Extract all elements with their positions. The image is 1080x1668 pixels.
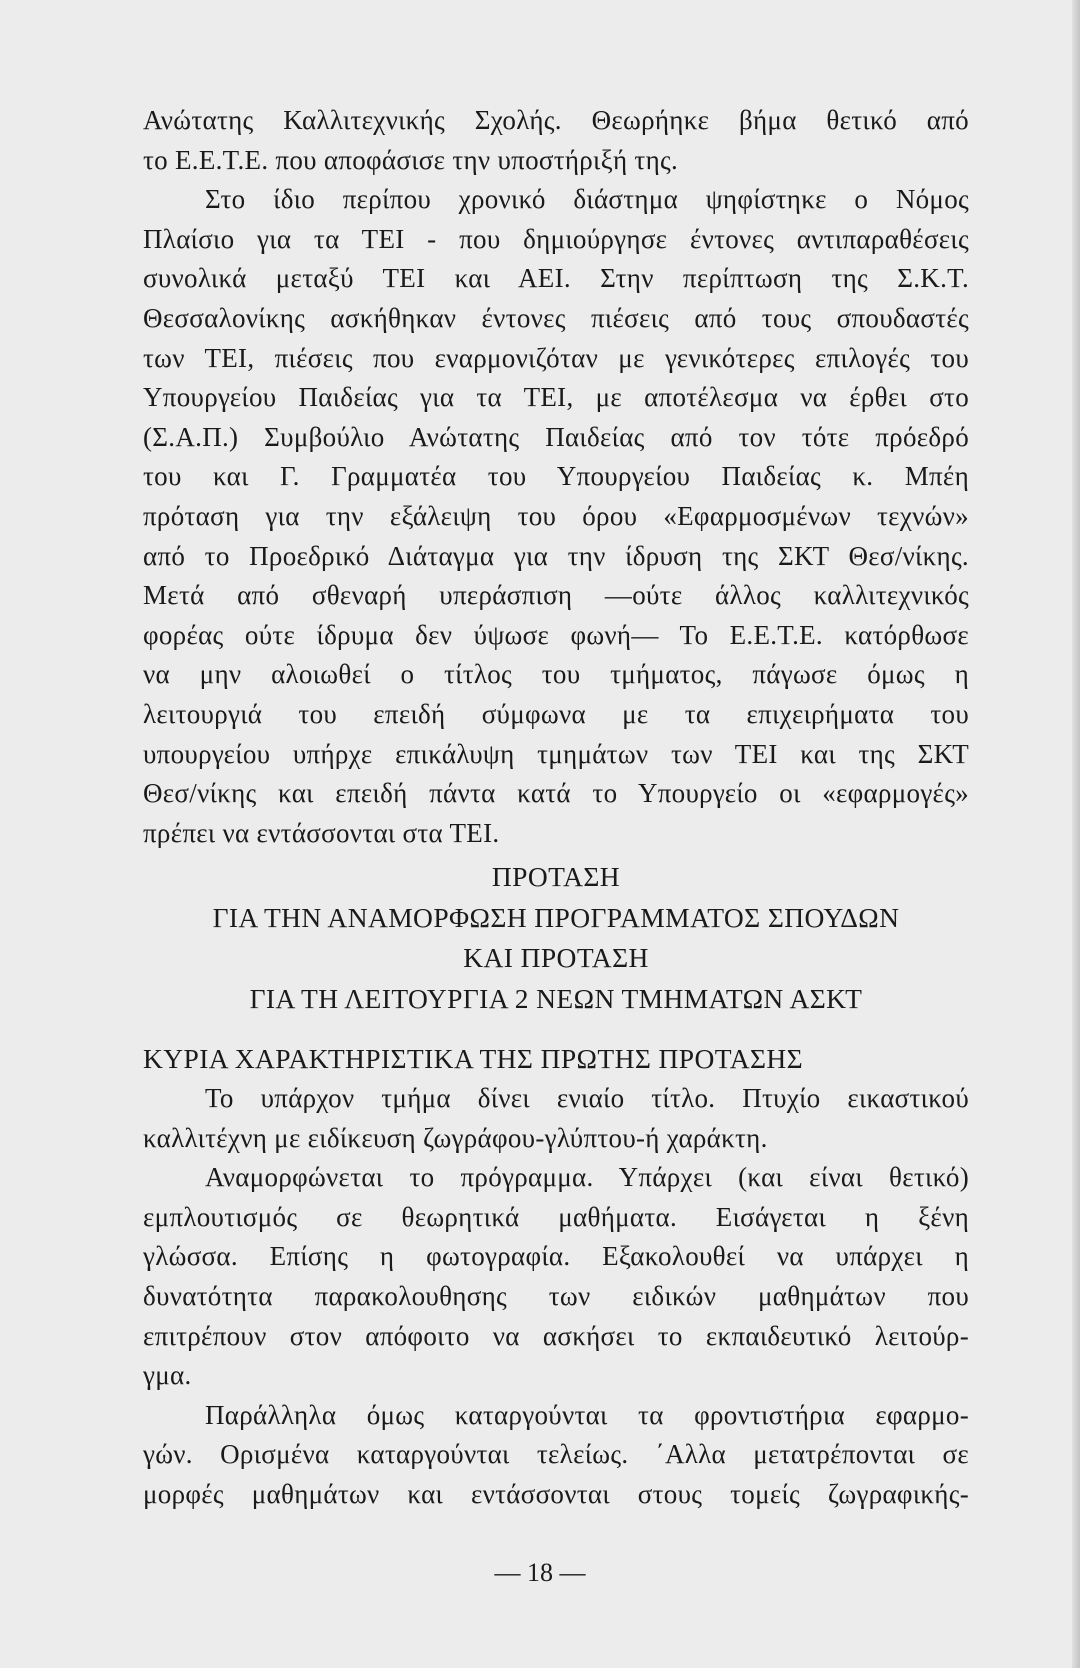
text-line: Παράλληλα όμως καταργούνται τα φροντιστήρια εφαρμο-	[205, 1399, 969, 1430]
text-line: Πλαίσιο για τα ΤΕΙ - που δημιούργησε έντονες αντιπαραθέσεις	[143, 223, 969, 254]
text-line: υπουργείου υπήρχε επικάλυψη τμημάτων των ΤΕΙ και της ΣΚΤ	[143, 738, 969, 769]
text-line: φορέας ούτε ίδρυμα δεν ύψωσε φωνή— Το Ε.Ε.Τ.Ε. κατόρθωσε	[143, 619, 969, 650]
bottom-paragraph-block	[143, 1079, 969, 1515]
subheading: ΚΥΡΙΑ ΧΑΡΑΚΤΗΡΙΣΤΙΚΑ ΤΗΣ ΠΡΩΤΗΣ ΠΡΟΤΑΣΗΣ	[143, 1043, 804, 1074]
text-line: να μην αλοιωθεί ο τίτλος του τμήματος, πάγωσε όμως η	[143, 659, 969, 690]
heading-line: ΓΙΑ ΤΗ ΛΕΙΤΟΥΡΓΙΑ 2 ΝΕΩΝ ΤΜΗΜΑΤΩΝ ΑΣΚΤ	[249, 982, 863, 1014]
text-line: πρόταση για την εξάλειψη του όρου «Εφαρμοσμένων τεχνών»	[143, 500, 969, 531]
text-line: μορφές μαθημάτων και εντάσσονται στους τομείς ζωγραφικής-	[143, 1478, 969, 1509]
heading-line: ΓΙΑ ΤΗΝ ΑΝΑΜΟΡΦΩΣΗ ΠΡΟΓΡΑΜΜΑΤΟΣ ΣΠΟΥΔΩΝ	[212, 901, 900, 933]
text-line: καλλιτέχνη με ειδίκευση ζωγράφου-γλύπτου-ή χαράκτη.	[143, 1122, 768, 1153]
section-heading	[143, 857, 969, 1019]
text-line: από το Προεδρικό Διάταγμα για την ίδρυση της ΣΚΤ Θεσ/νίκης.	[143, 540, 969, 571]
text-line: των ΤΕΙ, πιέσεις που εναρμονιζόταν με γενικότερες επιλογές του	[143, 342, 969, 373]
text-line: το Ε.Ε.Τ.Ε. που αποφάσισε την υποστήριξή της.	[143, 144, 679, 175]
text-line: Αναμορφώνεται το πρόγραμμα. Υπάρχει (και είναι θετικό)	[205, 1162, 969, 1193]
text-line: του και Γ. Γραμματέα του Υπουργείου Παιδείας κ. Μπέη	[143, 461, 969, 492]
page-edge-shadow	[1072, 0, 1080, 1668]
text-line: Μετά από σθεναρή υπεράσπιση —ούτε άλλος καλλιτεχνικός	[143, 580, 969, 611]
text-line: πρέπει να εντάσσονται στα ΤΕΙ.	[143, 817, 500, 848]
text-line: Θεσσαλονίκης ασκήθηκαν έντονες πιέσεις από τους σπουδαστές	[143, 302, 969, 333]
text-line: λειτουργιά του επειδή σύμφωνα με τα επιχειρήματα του	[143, 698, 969, 729]
text-line: γμα.	[143, 1360, 192, 1391]
text-line: (Σ.Α.Π.) Συμβούλιο Ανώτατης Παιδείας από τον τότε πρόεδρό	[143, 421, 969, 452]
heading-line: ΚΑΙ ΠΡΟΤΑΣΗ	[463, 942, 649, 973]
text-line: επιτρέπουν στον απόφοιτο να ασκήσει το εκπαιδευτικό λειτούρ-	[143, 1320, 969, 1351]
page-number: — 18 —	[494, 1558, 586, 1587]
text-line: γών. Ορισμένα καταργούνται τελείως. ΄Αλλα μετατρέπονται σε	[143, 1439, 969, 1470]
text-line: δυνατότητα παρακολουθησης των ειδικών μαθημάτων που	[143, 1280, 969, 1311]
text-line: Θεσ/νίκης και επειδή πάντα κατά το Υπουργείο οι «εφαρμογές»	[143, 778, 969, 809]
text-line: Ανώτατης Καλλιτεχνικής Σχολής. Θεωρήηκε βήμα θετικό από	[143, 105, 969, 135]
text-line: Υπουργείου Παιδείας για τα ΤΕΙ, με αποτέλεσμα να έρθει στο	[143, 382, 969, 413]
text-line: Στο ίδιο περίπου χρονικό διάστημα ψηφίστηκε ο Νόμος	[205, 184, 969, 215]
top-paragraph-block	[143, 101, 969, 853]
text-line: Το υπάρχον τμήμα δίνει ενιαίο τίτλο. Πτυχίο εικαστικού	[205, 1083, 969, 1113]
text-line: συνολικά μεταξύ ΤΕΙ και ΑΕΙ. Στην περίπτωση της Σ.Κ.Τ.	[143, 263, 969, 294]
heading-line: ΠΡΟΤΑΣΗ	[491, 861, 621, 892]
text-line: γλώσσα. Επίσης η φωτογραφία. Εξακολουθεί να υπάρχει η	[143, 1241, 969, 1272]
text-line: εμπλουτισμός σε θεωρητικά μαθήματα. Εισάγεται η ξένη	[143, 1201, 969, 1232]
